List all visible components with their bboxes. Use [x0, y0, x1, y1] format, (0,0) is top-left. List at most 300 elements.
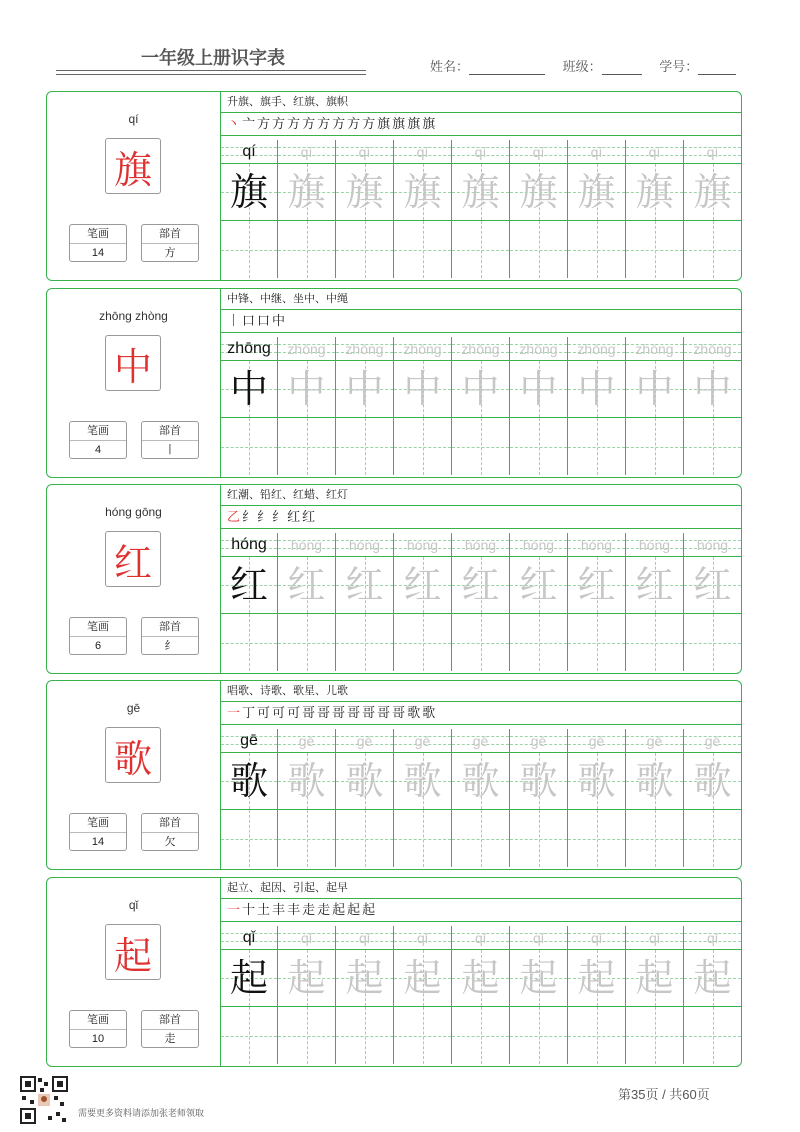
writing-cell[interactable]: [684, 614, 742, 671]
stroke-step: 丰: [272, 903, 287, 918]
tracing-char: 起: [229, 956, 268, 1000]
tracing-cell[interactable]: [626, 950, 684, 1007]
pinyin-cell[interactable]: [336, 926, 394, 950]
char-pinyin: qí: [128, 112, 139, 126]
stroke-count-box: [69, 617, 127, 655]
class-field[interactable]: [602, 60, 642, 75]
stroke-step: 可: [257, 706, 272, 721]
writing-cell[interactable]: [568, 221, 626, 278]
pinyin-cell[interactable]: [221, 729, 278, 753]
pinyin-cell[interactable]: [684, 140, 742, 164]
stroke-order: [221, 113, 741, 136]
tracing-cell[interactable]: [394, 950, 452, 1007]
tracing-char: 歌: [635, 759, 674, 803]
practice-pinyin: zhōng: [227, 340, 271, 357]
writing-cell[interactable]: [336, 614, 394, 671]
pinyin-cell[interactable]: [221, 140, 278, 164]
practice-pinyin: gē: [414, 733, 431, 749]
pinyin-cell[interactable]: [452, 337, 510, 361]
number-field[interactable]: [698, 60, 736, 75]
writing-cell[interactable]: [278, 221, 336, 278]
char-card: [46, 877, 742, 1067]
practice-panel: [221, 878, 741, 1066]
name-label: 姓名：: [430, 59, 470, 74]
stroke-step: 哥: [302, 706, 317, 721]
tracing-char: 红: [403, 563, 442, 607]
practice-pinyin: qí: [648, 144, 661, 160]
practice-pinyin: qǐ: [301, 930, 312, 946]
char-display: 起: [105, 924, 161, 980]
pinyin-cell[interactable]: [510, 533, 568, 557]
tracing-char: 中: [577, 367, 616, 411]
writing-cell[interactable]: [510, 810, 568, 867]
stroke-step: 方: [302, 117, 317, 132]
tracing-cell[interactable]: [626, 753, 684, 810]
writing-cell[interactable]: [452, 614, 510, 671]
stroke-step: 哥: [317, 706, 332, 721]
tracing-cell[interactable]: [510, 557, 568, 614]
practice-pinyin: hóng: [406, 537, 439, 553]
tracing-char: 起: [345, 956, 384, 1000]
practice-pinyin: gē: [530, 733, 547, 749]
stroke-step: 纟: [257, 510, 272, 525]
practice-pinyin: gē: [472, 733, 489, 749]
char-info-panel: [47, 878, 221, 1066]
tracing-cell[interactable]: [626, 557, 684, 614]
pinyin-cell[interactable]: [278, 533, 336, 557]
stroke-count-box: [69, 1010, 127, 1048]
stroke-step: 哥: [362, 706, 377, 721]
name-field[interactable]: [469, 60, 545, 75]
stroke-step: 十: [242, 903, 257, 918]
practice-pinyin: qǐ: [591, 930, 602, 946]
practice-pinyin: qí: [474, 144, 487, 160]
writing-cell[interactable]: [278, 614, 336, 671]
tracing-char: 旗: [635, 170, 674, 214]
char-info-panel: [47, 92, 221, 280]
char-card: [46, 91, 742, 281]
pinyin-cell[interactable]: [510, 337, 568, 361]
tracing-cell[interactable]: [278, 557, 336, 614]
practice-pinyin: qí: [706, 144, 719, 160]
tracing-cell[interactable]: [394, 557, 452, 614]
writing-cell[interactable]: [452, 418, 510, 475]
tracing-char: 起: [519, 956, 558, 1000]
practice-pinyin: hóng: [231, 536, 267, 553]
stroke-step: 红: [302, 510, 317, 525]
pinyin-cell[interactable]: [684, 729, 742, 753]
tracing-cell[interactable]: [510, 753, 568, 810]
pinyin-cell[interactable]: [568, 140, 626, 164]
footer-note: 需要更多资料请添加张老师领取: [78, 1108, 205, 1118]
stroke-step: 起: [332, 903, 347, 918]
pinyin-cell[interactable]: [684, 926, 742, 950]
pinyin-cell[interactable]: [336, 533, 394, 557]
tracing-cell[interactable]: [278, 164, 336, 221]
radical-box: [141, 617, 199, 655]
class-label: 班级：: [562, 59, 602, 74]
pinyin-cell[interactable]: [684, 533, 742, 557]
stroke-step: 可: [287, 706, 302, 721]
writing-cell[interactable]: [510, 1007, 568, 1064]
practice-pinyin: gē: [356, 733, 373, 749]
practice-pinyin: zhōng: [287, 341, 326, 357]
pinyin-cell[interactable]: [452, 533, 510, 557]
practice-grid: [221, 729, 741, 869]
tracing-cell[interactable]: [510, 950, 568, 1007]
stroke-step: 口: [257, 314, 272, 329]
tracing-cell[interactable]: [221, 361, 278, 418]
pinyin-cell[interactable]: [568, 926, 626, 950]
practice-grid: [221, 337, 741, 477]
pinyin-cell[interactable]: [452, 729, 510, 753]
pinyin-cell[interactable]: [626, 337, 684, 361]
tracing-char: 起: [635, 956, 674, 1000]
writing-cell[interactable]: [221, 1007, 278, 1064]
stroke-step: 哥: [392, 706, 407, 721]
pinyin-cell[interactable]: [278, 729, 336, 753]
tracing-char: 歌: [519, 759, 558, 803]
tracing-cell[interactable]: [452, 753, 510, 810]
practice-grid: [221, 140, 741, 280]
stroke-step: 起: [362, 903, 377, 918]
tracing-cell[interactable]: [684, 557, 742, 614]
radical-value: 走: [164, 1033, 176, 1045]
stroke-step: 一: [227, 706, 242, 721]
radical-label: 部首: [142, 225, 198, 244]
practice-pinyin: gē: [646, 733, 663, 749]
stroke-step: 方: [272, 117, 287, 132]
char-display: 红: [105, 531, 161, 587]
stroke-step: 方: [347, 117, 362, 132]
stroke-step: 方: [362, 117, 377, 132]
pinyin-cell[interactable]: [221, 337, 278, 361]
writing-cell[interactable]: [221, 221, 278, 278]
pinyin-cell[interactable]: [510, 729, 568, 753]
pinyin-cell[interactable]: [568, 337, 626, 361]
pinyin-cell[interactable]: [568, 533, 626, 557]
stroke-step: 歌: [407, 706, 422, 721]
practice-pinyin: gē: [704, 733, 721, 749]
writing-cell[interactable]: [452, 221, 510, 278]
tracing-char: 歌: [403, 759, 442, 803]
writing-cell[interactable]: [626, 810, 684, 867]
stroke-step: 方: [257, 117, 272, 132]
writing-cell[interactable]: [336, 1007, 394, 1064]
pinyin-cell[interactable]: [684, 337, 742, 361]
writing-cell[interactable]: [452, 1007, 510, 1064]
tracing-cell[interactable]: [684, 361, 742, 418]
word-examples: 唱歌、诗歌、歌星、儿歌: [221, 681, 741, 702]
stroke-step: 旗: [407, 117, 422, 132]
word-examples: 起立、起因、引起、起早: [221, 878, 741, 899]
tracing-cell[interactable]: [278, 950, 336, 1007]
writing-cell[interactable]: [626, 418, 684, 475]
pinyin-cell[interactable]: [510, 140, 568, 164]
writing-cell[interactable]: [278, 810, 336, 867]
tracing-cell[interactable]: [394, 753, 452, 810]
stroke-step: 丰: [287, 903, 302, 918]
stroke-count-box: [69, 421, 127, 459]
writing-cell[interactable]: [394, 1007, 452, 1064]
stroke-step: 哥: [377, 706, 392, 721]
char-info-panel: [47, 289, 221, 477]
tracing-char: 中: [461, 367, 500, 411]
pinyin-cell[interactable]: [278, 140, 336, 164]
pinyin-cell[interactable]: [452, 140, 510, 164]
tracing-cell[interactable]: [221, 164, 278, 221]
stroke-step: 可: [272, 706, 287, 721]
tracing-cell[interactable]: [336, 164, 394, 221]
tracing-cell[interactable]: [221, 753, 278, 810]
pinyin-cell[interactable]: [452, 926, 510, 950]
radical-label: 部首: [142, 618, 198, 637]
tracing-char: 红: [635, 563, 674, 607]
tracing-char: 中: [693, 367, 732, 411]
tracing-cell[interactable]: [568, 361, 626, 418]
writing-cell[interactable]: [394, 418, 452, 475]
tracing-cell[interactable]: [394, 164, 452, 221]
stroke-count-box: [69, 224, 127, 262]
writing-cell[interactable]: [221, 810, 278, 867]
writing-cell[interactable]: [336, 810, 394, 867]
tracing-char: 旗: [461, 170, 500, 214]
tracing-char: 旗: [403, 170, 442, 214]
stroke-step: 口: [242, 314, 257, 329]
stroke-step: 红: [287, 510, 302, 525]
writing-cell[interactable]: [510, 221, 568, 278]
tracing-cell[interactable]: [336, 753, 394, 810]
radical-box: [141, 813, 199, 851]
practice-pinyin: qí: [300, 144, 313, 160]
pinyin-cell[interactable]: [278, 926, 336, 950]
pinyin-cell[interactable]: [336, 337, 394, 361]
stroke-count-value: 14: [91, 836, 105, 848]
writing-cell[interactable]: [568, 418, 626, 475]
tracing-cell[interactable]: [221, 557, 278, 614]
stroke-step: 旗: [392, 117, 407, 132]
stroke-step: 起: [347, 903, 362, 918]
writing-cell[interactable]: [568, 614, 626, 671]
pinyin-cell[interactable]: [394, 926, 452, 950]
tracing-cell[interactable]: [394, 361, 452, 418]
stroke-step: 土: [257, 903, 272, 918]
writing-cell[interactable]: [684, 810, 742, 867]
tracing-char: 红: [345, 563, 384, 607]
practice-pinyin: hóng: [464, 537, 497, 553]
tracing-cell[interactable]: [452, 164, 510, 221]
tracing-cell[interactable]: [336, 950, 394, 1007]
tracing-char: 中: [519, 367, 558, 411]
stroke-count-label: 笔画: [70, 618, 126, 637]
practice-pinyin: qí: [532, 144, 545, 160]
stroke-step: 方: [317, 117, 332, 132]
stroke-step: 旗: [422, 117, 437, 132]
pinyin-cell[interactable]: [221, 926, 278, 950]
stroke-step: 走: [302, 903, 317, 918]
tracing-cell[interactable]: [568, 950, 626, 1007]
tracing-cell[interactable]: [221, 950, 278, 1007]
radical-value: 丨: [164, 444, 176, 456]
tracing-cell[interactable]: [568, 753, 626, 810]
pinyin-cell[interactable]: [626, 729, 684, 753]
stroke-count-value: 4: [94, 444, 102, 456]
char-card: [46, 288, 742, 478]
student-fields: [430, 56, 736, 75]
tracing-cell[interactable]: [452, 361, 510, 418]
pinyin-cell[interactable]: [278, 337, 336, 361]
tracing-cell[interactable]: [336, 557, 394, 614]
radical-value: 纟: [164, 640, 176, 652]
tracing-char: 中: [345, 367, 384, 411]
stroke-step: 纟: [272, 510, 287, 525]
qr-code-icon: [20, 1076, 68, 1124]
tracing-char: 旗: [519, 170, 558, 214]
practice-pinyin: zhōng: [693, 341, 732, 357]
tracing-char: 红: [693, 563, 732, 607]
writing-cell[interactable]: [336, 418, 394, 475]
page-title: 一年级上册识字表: [141, 48, 285, 68]
tracing-char: 旗: [693, 170, 732, 214]
stroke-step: 一: [227, 903, 242, 918]
word-examples: 升旗、旗手、红旗、旗帜: [221, 92, 741, 113]
pinyin-cell[interactable]: [626, 533, 684, 557]
pinyin-cell[interactable]: [394, 337, 452, 361]
tracing-cell[interactable]: [626, 361, 684, 418]
stroke-step: 丁: [242, 706, 257, 721]
practice-pinyin: gē: [298, 733, 315, 749]
tracing-cell[interactable]: [510, 361, 568, 418]
stroke-step: 中: [272, 314, 287, 329]
writing-cell[interactable]: [510, 614, 568, 671]
number-label: 学号：: [659, 59, 699, 74]
stroke-count-value: 10: [91, 1033, 105, 1045]
writing-cell[interactable]: [394, 810, 452, 867]
writing-cell[interactable]: [568, 810, 626, 867]
tracing-cell[interactable]: [336, 361, 394, 418]
tracing-cell[interactable]: [684, 950, 742, 1007]
practice-pinyin: hóng: [290, 537, 323, 553]
practice-pinyin: zhōng: [519, 341, 558, 357]
practice-pinyin: zhōng: [577, 341, 616, 357]
practice-pinyin: qǐ: [649, 930, 660, 946]
tracing-char: 中: [635, 367, 674, 411]
stroke-count-value: 14: [91, 247, 105, 259]
practice-panel: [221, 681, 741, 869]
writing-cell[interactable]: [278, 1007, 336, 1064]
title-rule: [56, 70, 366, 71]
pinyin-cell[interactable]: [394, 533, 452, 557]
practice-pinyin: qí: [590, 144, 603, 160]
writing-cell[interactable]: [394, 614, 452, 671]
stroke-order: [221, 310, 741, 333]
stroke-step: 歌: [422, 706, 437, 721]
tracing-cell[interactable]: [626, 164, 684, 221]
pinyin-cell[interactable]: [336, 140, 394, 164]
tracing-cell[interactable]: [568, 164, 626, 221]
tracing-cell[interactable]: [452, 950, 510, 1007]
stroke-step: 哥: [347, 706, 362, 721]
tracing-char: 中: [287, 367, 326, 411]
tracing-char: 红: [461, 563, 500, 607]
tracing-cell[interactable]: [684, 753, 742, 810]
pinyin-cell[interactable]: [626, 926, 684, 950]
tracing-char: 中: [229, 367, 268, 411]
practice-pinyin: qí: [416, 144, 429, 160]
word-examples: 中锋、中继、坐中、中绳: [221, 289, 741, 310]
practice-pinyin: zhōng: [635, 341, 674, 357]
writing-cell[interactable]: [221, 418, 278, 475]
writing-cell[interactable]: [221, 614, 278, 671]
practice-pinyin: qǐ: [475, 930, 486, 946]
tracing-cell[interactable]: [684, 164, 742, 221]
tracing-cell[interactable]: [278, 361, 336, 418]
tracing-cell[interactable]: [278, 753, 336, 810]
pinyin-cell[interactable]: [510, 926, 568, 950]
tracing-char: 红: [229, 563, 268, 607]
pinyin-cell[interactable]: [568, 729, 626, 753]
char-pinyin: qǐ: [128, 898, 139, 912]
writing-cell[interactable]: [510, 418, 568, 475]
writing-cell[interactable]: [684, 221, 742, 278]
pinyin-cell[interactable]: [394, 729, 452, 753]
tracing-cell[interactable]: [452, 557, 510, 614]
writing-cell[interactable]: [684, 418, 742, 475]
practice-pinyin: qǐ: [359, 930, 370, 946]
pinyin-cell[interactable]: [394, 140, 452, 164]
pinyin-cell[interactable]: [626, 140, 684, 164]
practice-pinyin: qǐ: [533, 930, 544, 946]
writing-cell[interactable]: [684, 1007, 742, 1064]
pinyin-cell[interactable]: [336, 729, 394, 753]
writing-cell[interactable]: [568, 1007, 626, 1064]
char-pinyin: hóng gōng: [105, 505, 162, 519]
stroke-step: 乙: [227, 510, 242, 525]
radical-label: 部首: [142, 422, 198, 441]
radical-box: [141, 224, 199, 262]
tracing-cell[interactable]: [568, 557, 626, 614]
tracing-cell[interactable]: [510, 164, 568, 221]
radical-box: [141, 421, 199, 459]
writing-cell[interactable]: [336, 221, 394, 278]
practice-pinyin: zhōng: [461, 341, 500, 357]
radical-value: 欠: [164, 836, 176, 848]
pinyin-cell[interactable]: [221, 533, 278, 557]
writing-cell[interactable]: [452, 810, 510, 867]
writing-cell[interactable]: [394, 221, 452, 278]
radical-label: 部首: [142, 814, 198, 833]
practice-pinyin: qǐ: [242, 929, 256, 946]
practice-pinyin: hóng: [638, 537, 671, 553]
tracing-char: 中: [403, 367, 442, 411]
writing-cell[interactable]: [626, 614, 684, 671]
tracing-char: 起: [461, 956, 500, 1000]
tracing-char: 起: [403, 956, 442, 1000]
writing-cell[interactable]: [626, 221, 684, 278]
char-display: 中: [105, 335, 161, 391]
practice-pinyin: hóng: [348, 537, 381, 553]
char-card: [46, 680, 742, 870]
stroke-step: 纟: [242, 510, 257, 525]
tracing-char: 歌: [229, 759, 268, 803]
writing-cell[interactable]: [626, 1007, 684, 1064]
page-number: 第35页 / 共60页: [618, 1087, 710, 1102]
stroke-step: 走: [317, 903, 332, 918]
practice-pinyin: zhōng: [345, 341, 384, 357]
practice-grid: [221, 926, 741, 1066]
practice-panel: [221, 485, 741, 673]
writing-cell[interactable]: [278, 418, 336, 475]
